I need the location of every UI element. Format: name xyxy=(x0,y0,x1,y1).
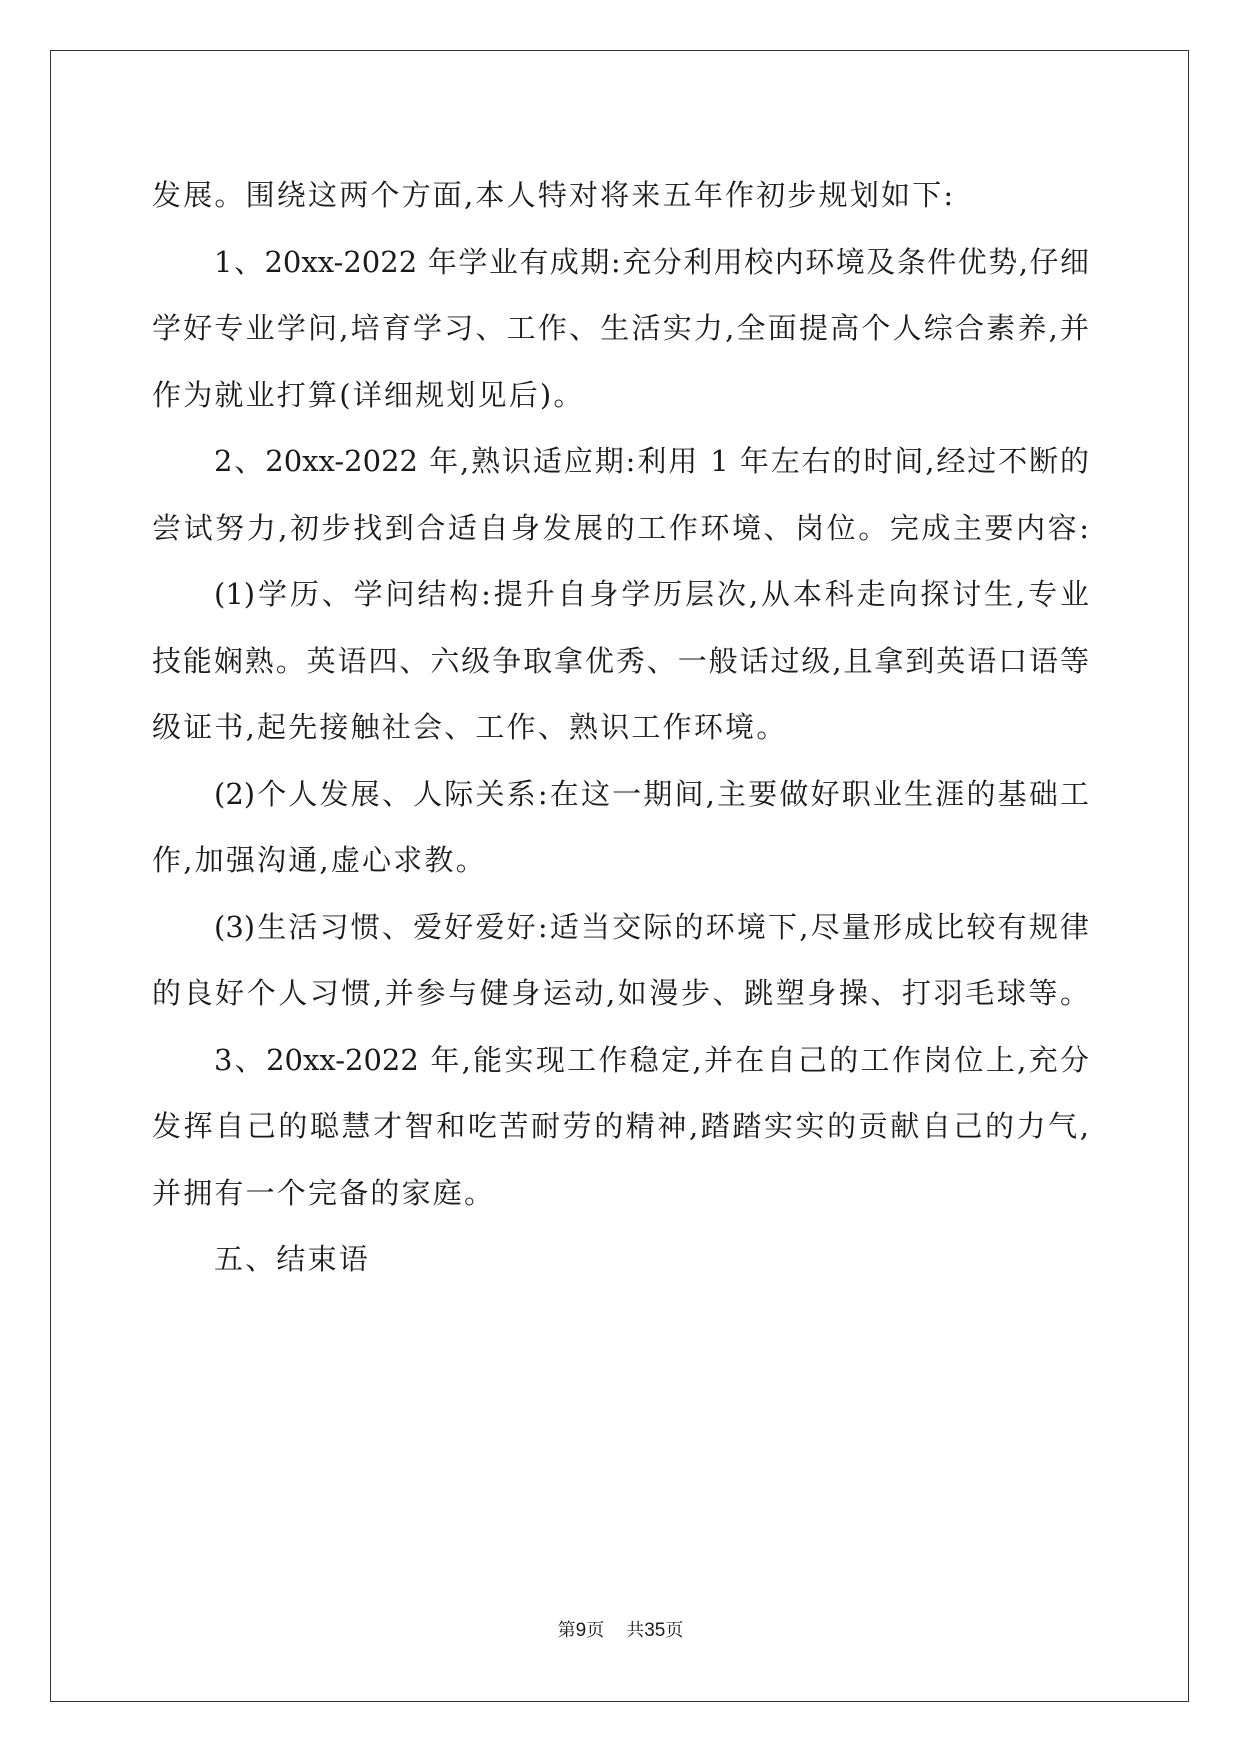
text-line: (1)学历、学问结构:提升自身学历层次,从本科走向探讨生,专业 xyxy=(214,577,1089,611)
text-line: 技能娴熟。英语四、六级争取拿优秀、一般话过级,且拿到英语口语等 xyxy=(152,643,1089,678)
text-line: 3、20xx-2022 年,能实现工作稳定,并在自己的工作岗位上,充分 xyxy=(214,1042,1089,1077)
text-line: 尝试努力,初步找到合适自身发展的工作环境、岗位。完成主要内容: xyxy=(152,510,1089,545)
page-footer xyxy=(0,1616,1241,1642)
footer-page-prefix: 第 xyxy=(557,1620,576,1641)
text-line: 2、20xx-2022 年,熟识适应期:利用 1 年左右的时间,经过不断的 xyxy=(214,444,1089,478)
text-line: 学好专业学问,培育学习、工作、生活实力,全面提高个人综合素养,并 xyxy=(152,311,1089,345)
footer-total-suffix: 页 xyxy=(665,1620,684,1641)
text-line: 作为就业打算(详细规划见后)。 xyxy=(152,377,585,412)
text-line: 发挥自己的聪慧才智和吃苦耐劳的精神,踏踏实实的贡献自己的力气, xyxy=(152,1109,1089,1143)
footer-total-prefix: 共 xyxy=(626,1620,645,1641)
text-line: (2)个人发展、人际关系:在这一期间,主要做好职业生涯的基础工 xyxy=(214,776,1089,811)
footer-total-pages: 35 xyxy=(644,1620,666,1641)
text-line: 并拥有一个完备的家庭。 xyxy=(152,1175,496,1210)
document-body xyxy=(152,162,1089,1293)
text-line: 作,加强沟通,虚心求教。 xyxy=(152,843,487,877)
text-line: (3)生活习惯、爱好爱好:适当交际的环境下,尽量形成比较有规律 xyxy=(214,909,1089,944)
section-heading: 五、结束语 xyxy=(214,1242,371,1276)
text-line: 1、20xx-2022 年学业有成期:充分利用校内环境及条件优势,仔细 xyxy=(214,244,1089,279)
footer-page-suffix: 页 xyxy=(586,1620,605,1641)
footer-page-number: 9 xyxy=(575,1620,587,1641)
text-line: 级证书,起先接触社会、工作、熟识工作环境。 xyxy=(152,710,788,744)
text-line: 的良好个人习惯,并参与健身运动,如漫步、跳塑身操、打羽毛球等。 xyxy=(152,976,1089,1010)
text-line: 发展。围绕这两个方面,本人特对将来五年作初步规划如下: xyxy=(152,178,956,212)
